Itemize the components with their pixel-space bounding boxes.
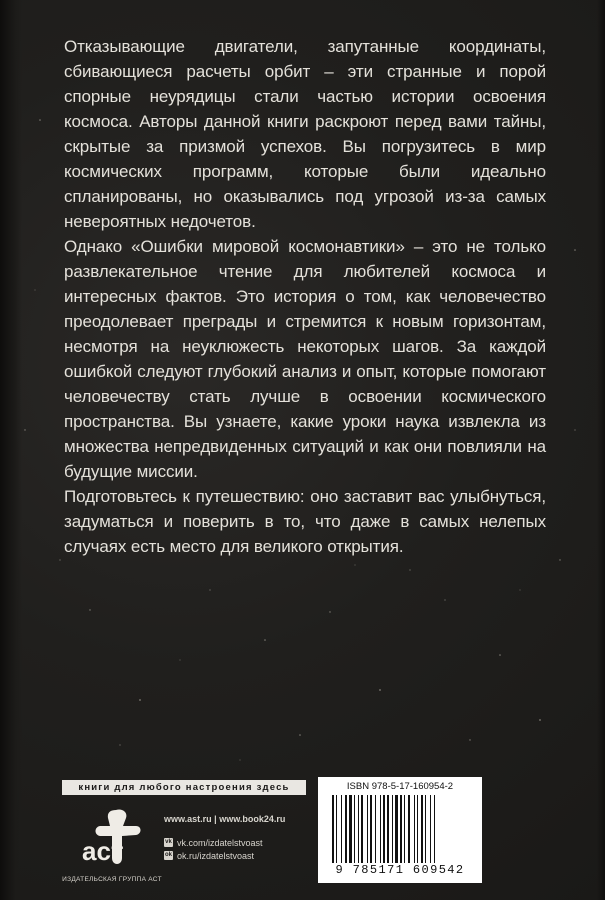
barcode-block — [318, 777, 482, 883]
social-link-text: ok.ru/izdatelstvoast — [177, 850, 255, 861]
social-link-ok[interactable] — [164, 849, 314, 862]
publisher-links — [164, 814, 314, 862]
barcode-icon — [332, 795, 468, 863]
blurb-paragraph: Отказывающие двигатели, запутанные координаты, сбивающиеся расчеты орбит – эти странные и порой спорные неурядицы стали частью истории освоения космоса. Авторы данной книги раскроют перед вами тайны, скрытые за призмой успехов. Вы погрузитесь в мир космических программ, которые были идеально спланированы, но оказывались под угрозой из-за самых невероятных недочетов. — [64, 37, 546, 231]
publisher-block — [62, 806, 162, 886]
ast-logo-icon — [76, 806, 148, 872]
tagline-bar: книги для любого настроения здесь — [62, 780, 306, 795]
vk-icon: vk — [165, 839, 172, 845]
ok-icon: ok — [164, 852, 172, 858]
website-links[interactable]: www.ast.ru | www.book24.ru — [164, 814, 286, 824]
publisher-group-label: ИЗДАТЕЛЬСКАЯ ГРУППА АСТ — [62, 876, 162, 883]
social-link-vk[interactable] — [164, 836, 314, 849]
ast-logo-text: аст — [82, 836, 124, 866]
isbn-label: ISBN 978-5-17-160954-2 — [346, 781, 454, 792]
social-link-text: vk.com/izdatelstvoast — [177, 837, 263, 848]
blurb-paragraph: Подготовьтесь к путешествию: оно заставит вас улыбнуться, задуматься и поверить в то, что даже в самых нелепых случаях есть место для великого открытия. — [64, 487, 546, 556]
blurb-paragraph: Однако «Ошибки мировой космонавтики» – это не только развлекательное чтение для любителей космоса и интересных фактов. Это история о том, как человечество преодолевает преграды и стремится к новым горизонтам, несмотря на неуклюжесть некоторых шагов. За каждой ошибкой следуют глубокий анализ и опыт, которые помогают человечеству стать лучше в освоении космического пространства. Вы узнаете, какие уроки наука извлекла из множества непредвиденных ситуаций и как они повлияли на будущие миссии. — [64, 237, 546, 481]
blurb-text — [64, 34, 546, 559]
barcode-digits: 9 785171 609542 — [335, 863, 465, 877]
